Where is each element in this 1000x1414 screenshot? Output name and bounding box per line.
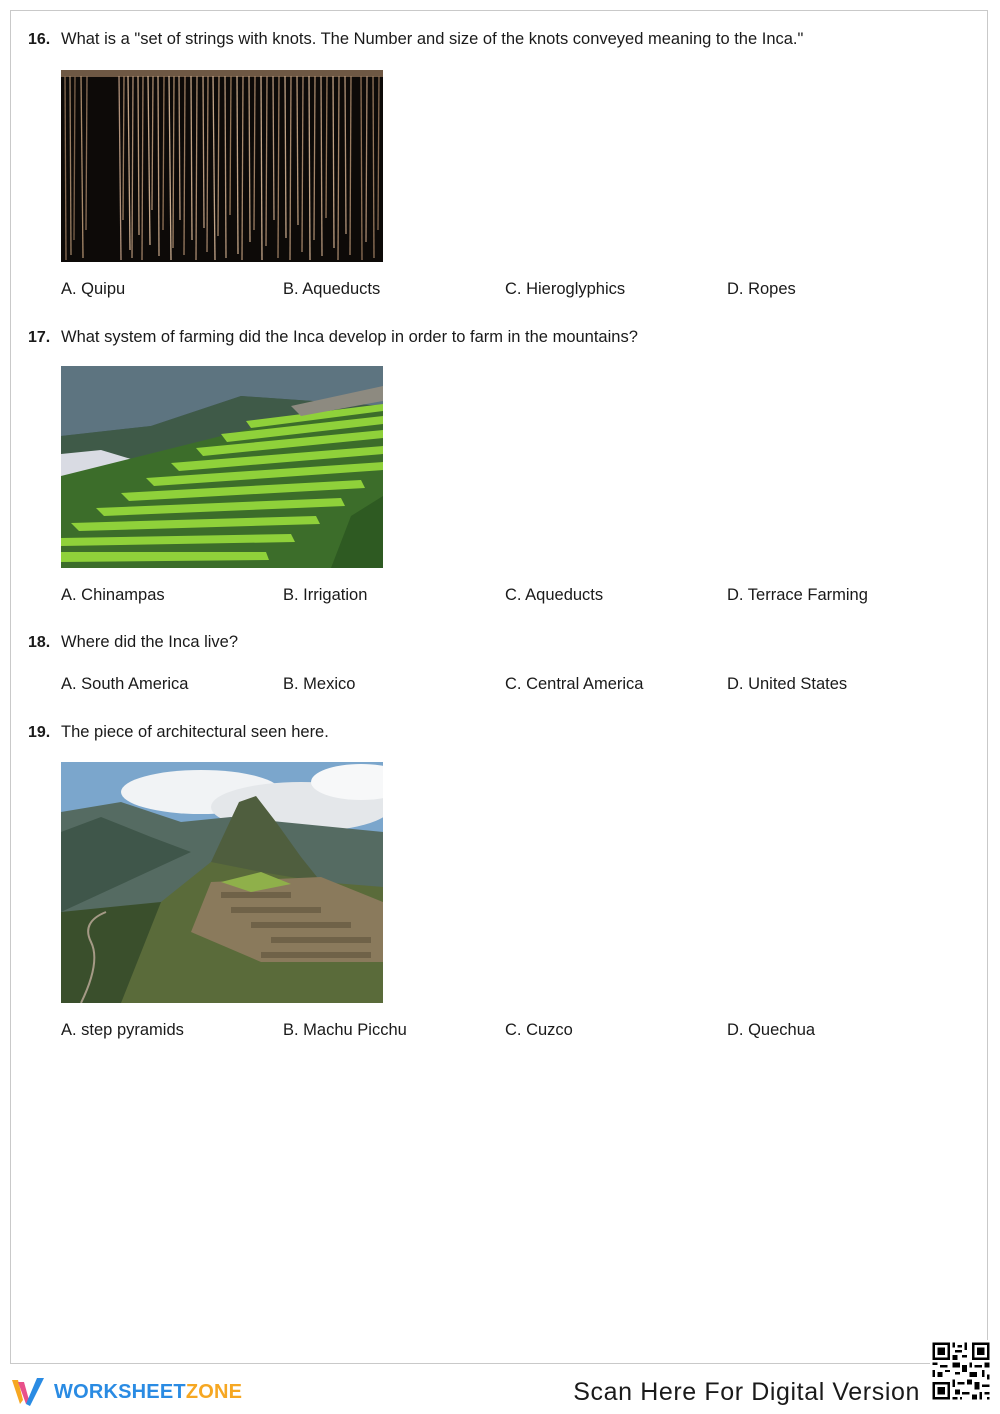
option-a[interactable]: A. step pyramids [61, 1021, 184, 1039]
logo-text [54, 1381, 242, 1404]
options-19 [61, 1021, 961, 1040]
question-17 [28, 328, 968, 347]
worksheet-zone-logo[interactable] [10, 1376, 242, 1408]
option-d[interactable]: D. Ropes [727, 280, 796, 298]
question-number: 18. [28, 634, 51, 651]
question-text: What is a "set of strings with knots. The Number and size of the knots conveyed meaning to the Inca." [61, 30, 804, 48]
option-d[interactable]: D. Terrace Farming [727, 586, 868, 604]
option-c[interactable]: C. Aqueducts [505, 586, 604, 604]
question-19 [28, 723, 968, 742]
qr-code-icon[interactable] [930, 1340, 992, 1402]
question-text: What system of farming did the Inca develop in order to farm in the mountains? [61, 328, 638, 346]
option-d[interactable]: D. Quechua [727, 1021, 816, 1039]
machu-picchu-photo [61, 762, 383, 1003]
option-b[interactable]: B. Irrigation [283, 586, 368, 604]
option-d[interactable]: D. United States [727, 675, 848, 693]
option-c[interactable]: C. Hieroglyphics [505, 280, 626, 298]
footer [0, 1368, 1000, 1414]
logo-w-icon [10, 1376, 48, 1408]
option-b[interactable]: B. Machu Picchu [283, 1021, 407, 1039]
question-number: 19. [28, 724, 51, 741]
option-a[interactable]: A. Quipu [61, 280, 126, 298]
question-number: 17. [28, 329, 51, 346]
question-18 [28, 633, 968, 652]
option-c[interactable]: C. Central America [505, 675, 644, 693]
question-text: The piece of architectural seen here. [61, 723, 329, 741]
option-c[interactable]: C. Cuzco [505, 1021, 573, 1039]
options-16 [61, 280, 961, 299]
options-18 [61, 675, 961, 694]
options-17 [61, 586, 961, 605]
question-16 [28, 30, 968, 49]
option-b[interactable]: B. Aqueducts [283, 280, 381, 298]
question-text: Where did the Inca live? [61, 633, 239, 651]
option-a[interactable]: A. South America [61, 675, 189, 693]
logo-word-worksheet: WORKSHEET [54, 1380, 186, 1403]
question-number: 16. [28, 31, 51, 48]
quipu-photo [61, 70, 383, 262]
option-a[interactable]: A. Chinampas [61, 586, 165, 604]
option-b[interactable]: B. Mexico [283, 675, 356, 693]
terrace-farming-photo [61, 366, 383, 568]
scan-here-text: Scan Here For Digital Version [573, 1378, 920, 1406]
logo-word-zone: ZONE [185, 1380, 243, 1403]
